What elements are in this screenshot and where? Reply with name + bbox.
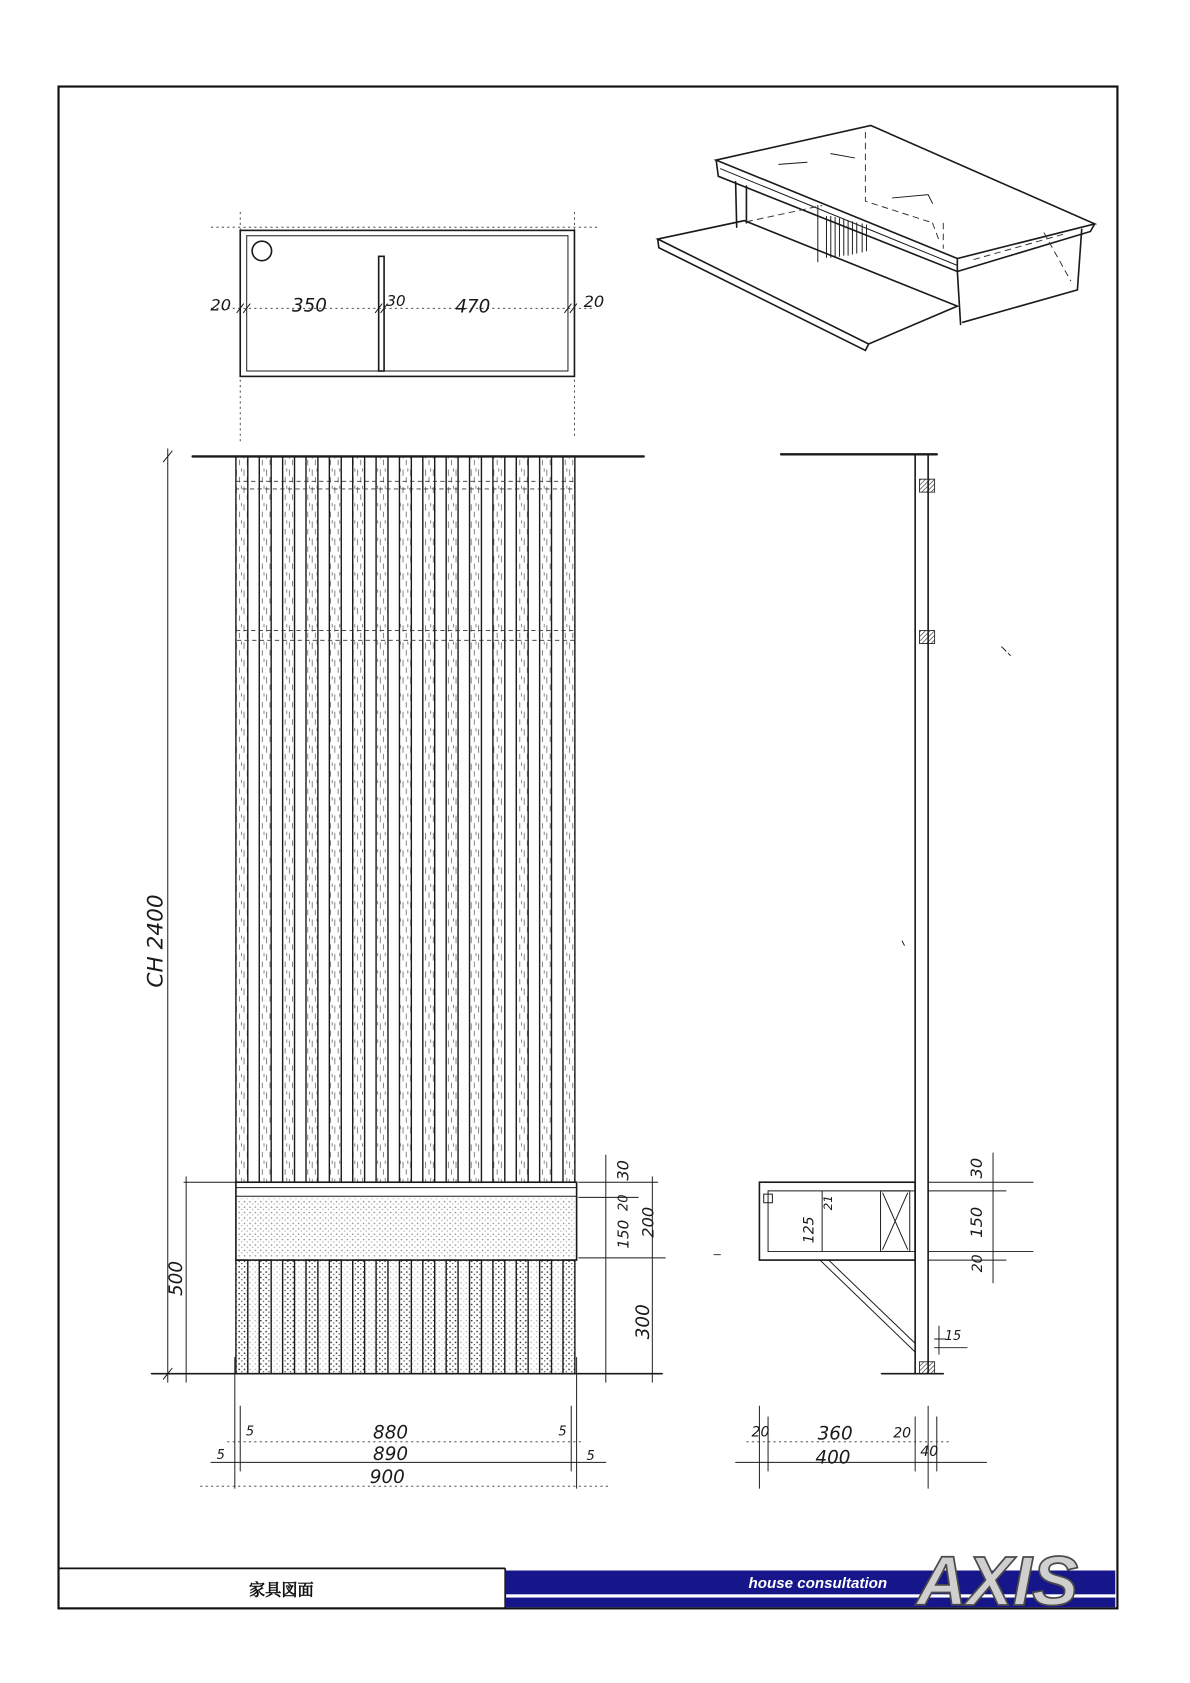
side-dim-inner-height: 125 [801,1216,818,1244]
front-lower-slat [329,1260,341,1374]
side-bracket [820,1260,915,1352]
front-slat [236,456,248,1182]
side-dim-panel: 40 [920,1443,939,1460]
front-dim-board: 20 [616,1194,632,1212]
plan-outline [240,230,574,376]
front-lower-slat [376,1260,388,1374]
side-dim-right-board: 20 [893,1425,912,1442]
front-dim-offset-left-top: 5 [245,1424,255,1440]
stray-marks [714,647,1010,1255]
sketch-slab-edge-line [720,169,956,265]
front-dim-offset-left-bottom: 5 [216,1448,225,1464]
front-slat [329,456,341,1182]
front-slat [423,456,435,1182]
front-dim-drawer: 150 [614,1219,633,1249]
front-elevation [143,449,665,1488]
side-dim-total-depth: 400 [815,1447,851,1469]
front-lower-slat [236,1260,248,1374]
front-dim-offset-right-top: 5 [558,1424,567,1440]
front-lower-slat [423,1260,435,1374]
perspective-sketch [658,125,1095,350]
front-lower-slat [283,1260,295,1374]
front-slat [259,456,271,1182]
side-elevation [736,454,1033,1488]
front-base-height: 500 [165,1260,187,1297]
sketch-top-slab [716,125,1095,271]
front-ceiling-height: CH 2400 [143,894,169,988]
front-slat [399,456,411,1182]
side-dim-bracket: 15 [944,1329,962,1345]
sheet-frame [59,87,1118,1609]
logo-brand: AXIS [916,1542,1079,1621]
front-slat [540,456,552,1182]
plan-dim-right: 20 [583,292,605,312]
front-slats [236,456,575,1182]
front-dim-offset-right-bottom: 5 [586,1449,595,1465]
front-dim-top-board: 30 [613,1159,633,1181]
front-lower-slat [353,1260,365,1374]
plan-divider [379,256,384,371]
plan-dim-divider: 30 [386,292,406,311]
side-block-floor [919,1362,934,1374]
plan-dim-left: 20 [210,295,232,315]
logo-tagline: house consultation [748,1574,888,1592]
side-drawer-cross [883,1193,908,1249]
plan-dim-compartment-2: 470 [455,296,491,318]
front-slat [563,456,575,1182]
side-block-mid [919,631,934,644]
side-dim-bottom-board: 20 [970,1254,987,1273]
side-dim-left-board: 20 [751,1424,770,1441]
front-dim-lower: 300 [633,1304,655,1340]
front-lower-slats [236,1260,575,1374]
front-lower-slat [470,1260,482,1374]
side-dim-drawer: 150 [967,1206,987,1238]
front-lower-slat [399,1260,411,1374]
plan-grommet-hole [252,241,271,260]
front-slat [446,456,458,1182]
front-slat [516,456,528,1182]
side-block-top [919,479,934,492]
plan-view [210,212,604,443]
front-dim-mid-width: 890 [373,1444,409,1466]
front-drawer-face [238,1198,574,1256]
front-slat [306,456,318,1182]
front-slat [493,456,505,1182]
side-dim-inner-depth: 360 [817,1423,853,1445]
front-lower-slat [446,1260,458,1374]
front-lower-slat [563,1260,575,1374]
front-slat [376,456,388,1182]
front-lower-slat [493,1260,505,1374]
front-dim-total-width: 900 [369,1466,405,1488]
plan-dim-compartment-1: 350 [291,295,327,317]
drawing-title: 家具図面 [248,1580,314,1600]
side-dim-top-board: 30 [967,1157,987,1179]
front-slat [470,456,482,1182]
front-dim-drawer-unit: 200 [638,1206,658,1238]
front-lower-slat [516,1260,528,1374]
side-drawer-box [759,1182,915,1260]
front-lower-slat [540,1260,552,1374]
front-lower-slat [306,1260,318,1374]
front-lower-slat [259,1260,271,1374]
front-slat [353,456,365,1182]
front-dim-inner-width: 880 [373,1422,409,1444]
side-dim-inner-offset: 21 [820,1195,835,1211]
front-slat [283,456,295,1182]
